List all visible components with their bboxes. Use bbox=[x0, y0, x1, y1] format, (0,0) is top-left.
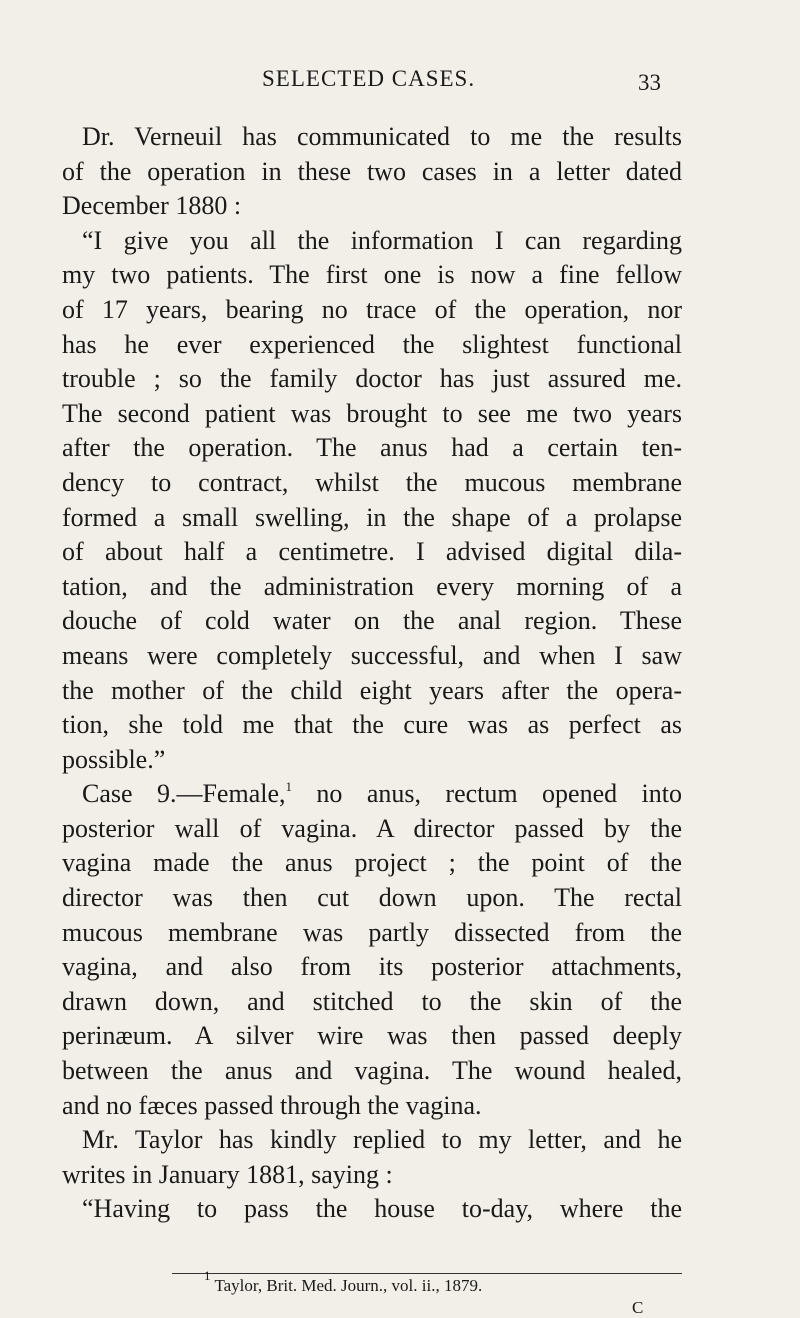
text-line: Dr. Verneuil has communicated to me the results bbox=[82, 122, 682, 151]
page-number: 33 bbox=[638, 70, 661, 95]
text-line: vagina, and also from its posterior attachments, bbox=[62, 952, 682, 982]
footnote-text: Taylor, Brit. Med. Journ., vol. ii., 1879. bbox=[210, 1276, 483, 1295]
signature-mark: C bbox=[632, 1298, 644, 1317]
text-line: tion, she told me that the cure was as perfect as bbox=[62, 710, 682, 740]
text-line: formed a small swelling, in the shape of a prolapse bbox=[62, 502, 682, 532]
text-line: “Having to pass the house to-day, where the bbox=[82, 1194, 682, 1224]
text-line: has he ever experienced the slightest functional bbox=[62, 329, 682, 359]
text-line: trouble ; so the family doctor has just assured me. bbox=[62, 364, 682, 394]
footnote-divider bbox=[172, 1273, 682, 1274]
text-line-case-9 bbox=[62, 777, 682, 812]
text-line: of the operation in these two cases in a letter dated bbox=[62, 156, 682, 186]
text-line: perinæum. A silver wire was then passed deeply bbox=[62, 1021, 682, 1051]
text-line: The second patient was brought to see me two years bbox=[62, 398, 682, 428]
body-text bbox=[62, 120, 682, 1227]
text-line: mucous membrane was partly dissected from the bbox=[62, 917, 682, 947]
text-line: Mr. Taylor has kindly replied to my letter, and he bbox=[82, 1125, 682, 1155]
text-line: possible.” bbox=[62, 744, 166, 774]
text-line: December 1880 : bbox=[62, 191, 242, 221]
text-line: means were completely successful, and when I saw bbox=[62, 640, 682, 670]
text-line: director was then cut down upon. The rectal bbox=[62, 883, 682, 913]
text-line: after the operation. The anus had a certain ten- bbox=[62, 433, 682, 463]
text-line: my two patients. The first one is now a fine fellow bbox=[62, 260, 682, 290]
case-text: no anus, rectum opened into bbox=[292, 779, 682, 809]
running-head: SELECTED CASES. bbox=[262, 66, 476, 91]
text-line: douche of cold water on the anal region. These bbox=[62, 606, 682, 636]
footnote-reference: 1 bbox=[285, 779, 292, 795]
text-line: writes in January 1881, saying : bbox=[62, 1159, 393, 1189]
text-line: drawn down, and stitched to the skin of the bbox=[62, 986, 682, 1016]
text-line: dency to contract, whilst the mucous membrane bbox=[62, 467, 682, 497]
footnote-marker: 1 bbox=[204, 1268, 211, 1283]
text-line: of about half a centimetre. I advised digital dila- bbox=[62, 537, 682, 567]
text-line: tation, and the administration every morning of a bbox=[62, 571, 682, 601]
text-line: vagina made the anus project ; the point of the bbox=[62, 848, 682, 878]
text-line: posterior wall of vagina. A director passed by the bbox=[62, 813, 682, 843]
text-line: “I give you all the information I can regarding bbox=[82, 225, 682, 255]
text-line: and no fæces passed through the vagina. bbox=[62, 1090, 482, 1120]
text-line: the mother of the child eight years after the opera- bbox=[62, 675, 682, 705]
case-heading: Case 9.—Female, bbox=[82, 779, 286, 809]
text-line: of 17 years, bearing no trace of the operation, nor bbox=[62, 294, 682, 324]
text-line: between the anus and vagina. The wound healed, bbox=[62, 1056, 682, 1086]
footnote bbox=[204, 1268, 483, 1296]
